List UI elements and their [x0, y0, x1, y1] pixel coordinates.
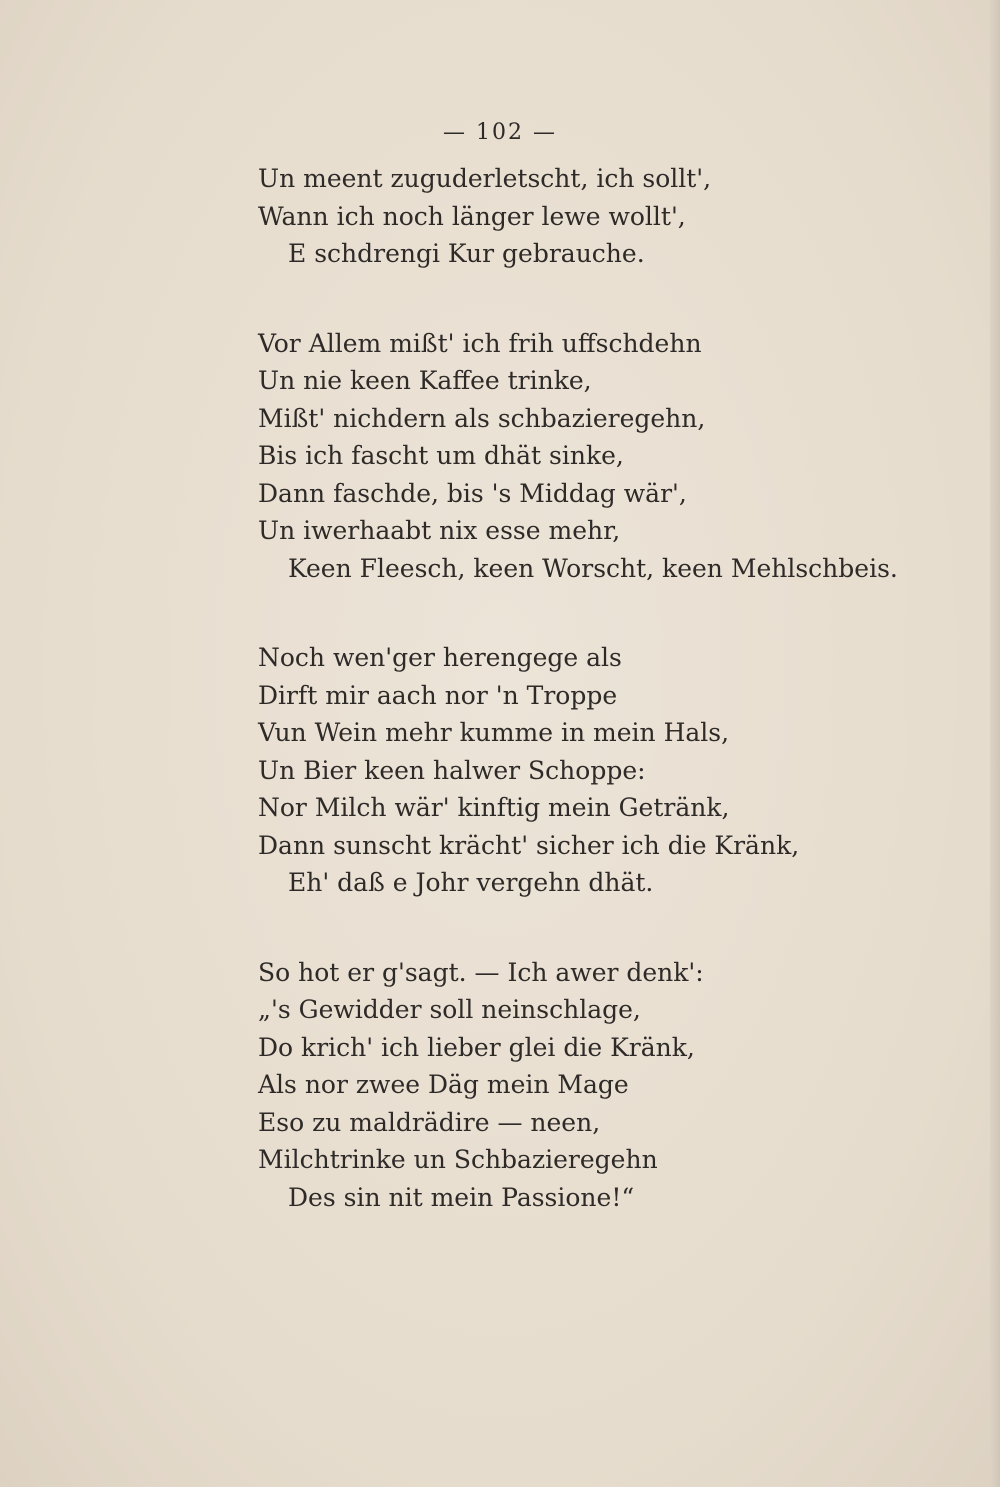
poem-line: Dann sunscht krächt' sicher ich die Kränk,	[258, 830, 800, 860]
poem-line: Keen Fleesch, keen Worscht, keen Mehlschbeis.	[288, 553, 898, 583]
poem-line: Eso zu maldrädire — neen,	[258, 1107, 601, 1137]
stanza	[258, 160, 878, 273]
page-edge	[990, 0, 1000, 1487]
poem-line: Wann ich noch länger lewe wollt',	[258, 201, 686, 231]
stanza	[258, 954, 878, 1217]
poem-line: Un Bier keen halwer Schoppe:	[258, 755, 646, 785]
poem-line: Noch wen'ger herengege als	[258, 643, 622, 672]
poem-line: „'s Gewidder soll neinschlage,	[258, 995, 641, 1024]
poem-line: Vor Allem mißt' ich frih uffschdehn	[258, 328, 702, 358]
poem-line: Als nor zwee Däg mein Mage	[258, 1070, 629, 1099]
poem-line: Un meent zuguderletscht, ich sollt',	[258, 164, 712, 193]
poem-line: Vun Wein mehr kumme in mein Hals,	[258, 718, 730, 747]
poem-line: Bis ich fascht um dhät sinke,	[258, 441, 624, 470]
poem-line: Dirft mir aach nor 'n Troppe	[258, 680, 618, 710]
poem-line: Do krich' ich lieber glei die Kränk,	[258, 1032, 695, 1062]
poem-line: Nor Milch wär' kinftig mein Getränk,	[258, 793, 730, 822]
poem-line: Milchtrinke un Schbazieregehn	[258, 1145, 658, 1174]
poem-line: Des sin nit mein Passione!“	[288, 1182, 635, 1212]
stanza	[258, 325, 898, 588]
poem-line: Un iwerhaabt nix esse mehr,	[258, 516, 621, 545]
poem-line: Un nie keen Kaffee trinke,	[258, 366, 592, 395]
poem-line: So hot er g'sagt. — Ich awer denk':	[258, 957, 704, 987]
poem-line: Eh' daß e Johr vergehn dhät.	[288, 868, 654, 897]
poem-line: Mißt' nichdern als schbazieregehn,	[258, 403, 706, 433]
page-number: — 102 —	[443, 120, 557, 145]
stanza	[258, 639, 878, 902]
poem-line: Dann faschde, bis 's Middag wär',	[258, 478, 687, 508]
poem-line: E schdrengi Kur gebrauche.	[288, 239, 645, 268]
poem-text	[258, 160, 898, 1268]
